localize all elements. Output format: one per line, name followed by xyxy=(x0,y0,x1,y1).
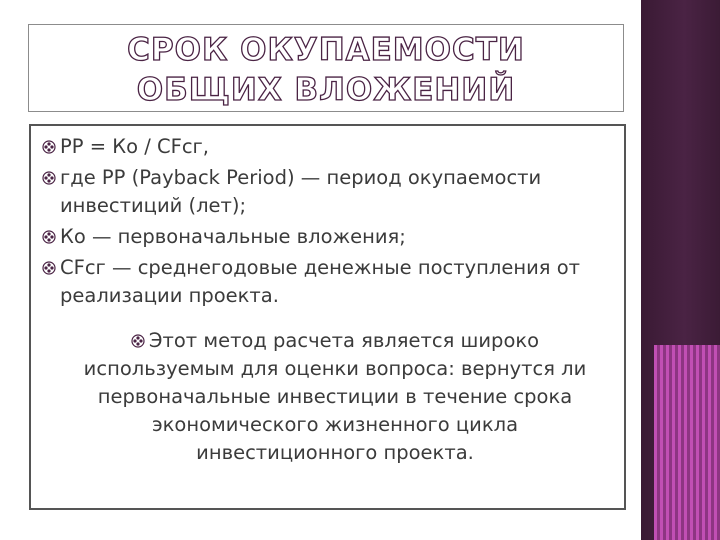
bullet-item xyxy=(46,254,630,310)
bullet-list xyxy=(46,133,630,313)
bullet-text: где PP (Payback Period) — период окупаемости инвестиций (лет); xyxy=(60,166,542,217)
note-paragraph xyxy=(62,327,608,467)
flower-bullet-icon xyxy=(42,261,56,275)
flower-bullet-icon xyxy=(42,230,56,244)
flower-bullet-icon xyxy=(42,140,56,154)
bullet-item xyxy=(46,223,630,251)
bullet-item xyxy=(46,133,630,161)
bullet-text: CFcг — среднегодовые денежные поступления от реализации проекта. xyxy=(60,256,580,307)
decorative-stripes xyxy=(654,345,720,540)
title-line-2: ОБЩИХ ВЛОЖЕНИЙ xyxy=(136,72,516,108)
bullet-text: PP = Ко / CFcг, xyxy=(60,135,209,158)
title-line-1: СРОК ОКУПАЕМОСТИ xyxy=(127,32,525,68)
slide-title xyxy=(28,30,624,110)
flower-bullet-icon xyxy=(131,334,145,348)
note-text: Этот метод расчета является широко используемым для оценки вопроса: вернутся ли первоначальные инвестиции в течение срока экономического жизненного цикла инвестиционного проекта. xyxy=(83,329,587,464)
flower-bullet-icon xyxy=(42,171,56,185)
bullet-text: Ко — первоначальные вложения; xyxy=(60,225,406,248)
bullet-item xyxy=(46,164,630,220)
